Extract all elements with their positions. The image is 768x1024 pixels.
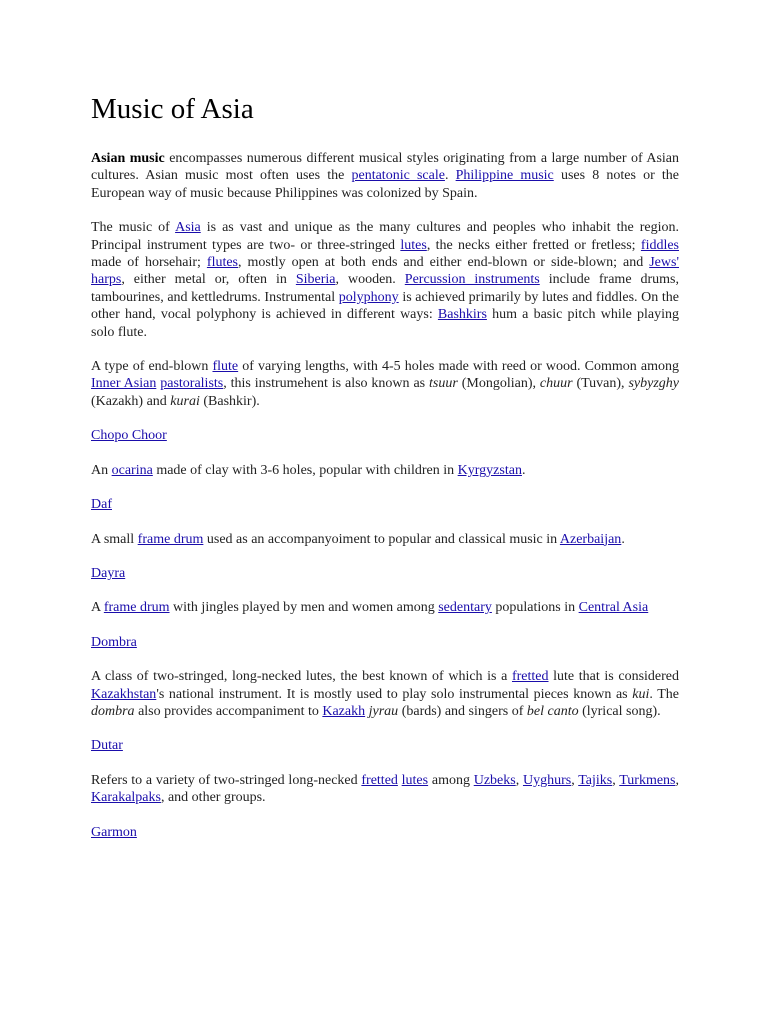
link-chopo-choor[interactable]: Chopo Choor xyxy=(91,428,167,444)
chopo-choor-description: An ocarina made of clay with 3-6 holes, popular with children in Kyrgyzstan. xyxy=(91,462,526,478)
link-pastoralists[interactable]: pastoralists xyxy=(160,376,224,392)
link-kyrgyzstan[interactable]: Kyrgyzstan xyxy=(457,462,522,478)
term-heading-garmon xyxy=(91,824,679,841)
page-title: Music of Asia xyxy=(91,93,254,125)
dayra-description: A frame drum with jingles played by men and women among sedentary populations in Central Asia xyxy=(91,600,649,616)
link-fretted[interactable]: fretted xyxy=(361,772,398,788)
link-karakalpaks[interactable]: Karakalpaks xyxy=(91,790,161,806)
link-fretted[interactable]: fretted xyxy=(511,669,549,685)
link-dombra[interactable]: Dombra xyxy=(91,634,137,650)
link-central-asia[interactable]: Central Asia xyxy=(578,600,649,616)
link-siberia[interactable]: Siberia xyxy=(295,272,336,288)
link-tajiks[interactable]: Tajiks xyxy=(578,772,613,788)
link-bashkirs[interactable]: Bashkirs xyxy=(437,307,487,323)
link-lutes[interactable]: lutes xyxy=(400,237,427,253)
link-frame-drum[interactable]: frame drum xyxy=(103,600,170,616)
term-heading-dayra xyxy=(91,565,679,582)
term-heading-daf xyxy=(91,496,679,513)
link-flutes[interactable]: flutes xyxy=(206,255,239,271)
link-fiddles[interactable]: fiddles xyxy=(640,237,680,253)
flute-paragraph: A type of end-blown flute of varying lengths, with 4-5 holes made with reed or wood. Common among Inner Asian pastoralists, this instrumehent is also known as tsuur (Mongolian), chuur (Tuvan), sybyzghy (Kazakh) and kurai (Bashkir). xyxy=(91,359,680,409)
instruments-paragraph: The music of Asia is as vast and unique as the many cultures and peoples who inhabit the region. Principal instrument types are two- or three-stringed lutes, the necks either fretted or fretless; fiddles made of horsehair; flutes, mostly open at both ends and either end-blown or side-blown; and Jews' harps, either metal or, often in Siberia, wooden. Percussion instruments include frame drums, tambourines, and kettledrums. Instrumental polyphony is achieved primarily by lutes and fiddles. On the other hand, vocal polyphony is achieved in different ways: Bashkirs hum a basic pitch while playing solo flute. xyxy=(91,220,680,340)
link-lutes[interactable]: lutes xyxy=(401,772,429,788)
term-heading-chopo-choor xyxy=(91,427,679,444)
link-percussion-instruments[interactable]: Percussion instruments xyxy=(404,272,540,288)
link-kazakhstan[interactable]: Kazakhstan xyxy=(91,686,157,702)
daf-description: A small frame drum used as an accompanyoiment to popular and classical music in Azerbaijan. xyxy=(91,531,625,547)
link-uyghurs[interactable]: Uyghurs xyxy=(522,772,572,788)
link-philippine-music[interactable]: Philippine music xyxy=(455,168,554,184)
link-dutar[interactable]: Dutar xyxy=(91,738,123,754)
intro-paragraph: Asian music encompasses numerous different musical styles originating from a large number of Asian cultures. Asian music most often uses the pentatonic scale. Philippine music uses 8 notes or the European way of music because Philippines was colonized by Spain. xyxy=(91,151,680,201)
dutar-description: Refers to a variety of two-stringed long-necked fretted lutes among Uzbeks, Uyghurs, Tajiks, Turkmens, Karakalpaks, and other groups. xyxy=(91,772,679,806)
article-body xyxy=(91,92,679,858)
link-jews-harps[interactable]: Jews' harps xyxy=(91,255,679,288)
dombra-description: A class of two-stringed, long-necked lutes, the best known of which is a fretted lute that is considered Kazakhstan's national instrument. It is mostly used to play solo instrumental pieces known as kui. The dombra also provides accompaniment to Kazakh jyrau (bards) and singers of bel canto (lyrical song). xyxy=(91,669,679,719)
link-azerbaijan[interactable]: Azerbaijan xyxy=(559,531,622,547)
link-kazakh[interactable]: Kazakh xyxy=(322,703,366,719)
link-asia[interactable]: Asia xyxy=(175,220,201,236)
link-garmon[interactable]: Garmon xyxy=(91,824,137,840)
link-frame-drum[interactable]: frame drum xyxy=(137,531,204,547)
link-uzbeks[interactable]: Uzbeks xyxy=(473,772,516,788)
link-sedentary[interactable]: sedentary xyxy=(438,600,492,616)
link-inner-asian[interactable]: Inner Asian xyxy=(91,376,157,392)
link-polyphony[interactable]: polyphony xyxy=(338,289,399,305)
term-heading-dutar xyxy=(91,737,679,754)
link-ocarina[interactable]: ocarina xyxy=(111,462,153,478)
term-heading-dombra xyxy=(91,634,679,651)
link-pentatonic-scale[interactable]: pentatonic scale xyxy=(351,168,445,184)
link-dayra[interactable]: Dayra xyxy=(91,565,126,581)
link-daf[interactable]: Daf xyxy=(91,497,112,513)
intro-bold-term: Asian music xyxy=(91,151,165,166)
link-flute[interactable]: flute xyxy=(212,359,239,375)
link-turkmens[interactable]: Turkmens xyxy=(619,772,676,788)
